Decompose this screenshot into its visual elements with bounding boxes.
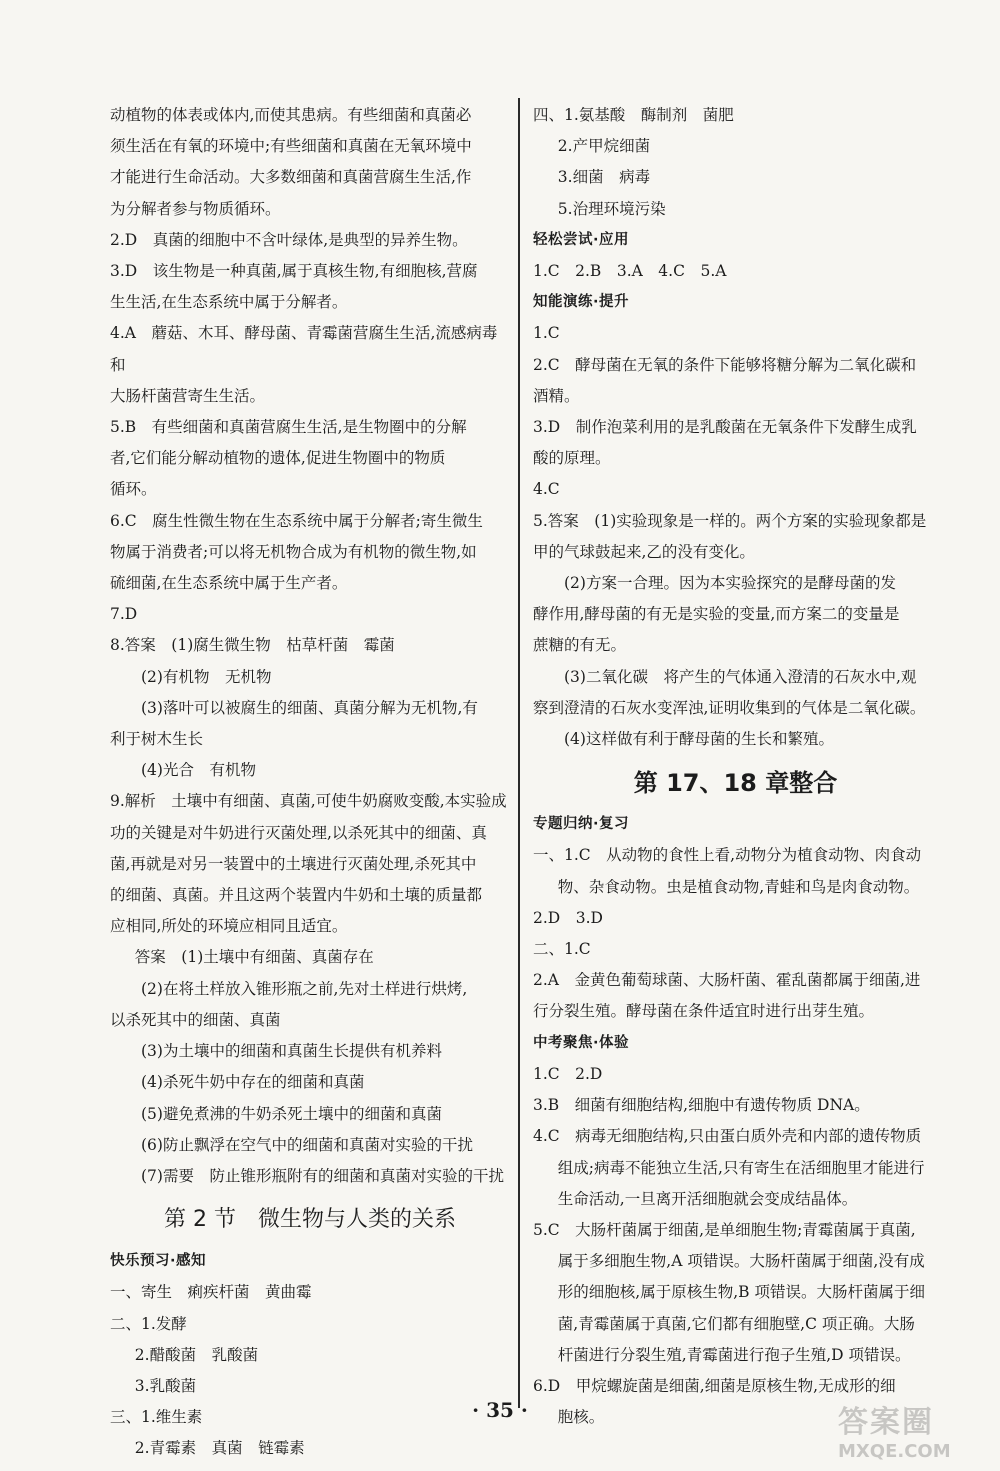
section-subheading: 专题归纳·复习 [533, 816, 630, 833]
answer-line: 循环。 [110, 480, 157, 499]
answer-line: 4.C [533, 480, 560, 499]
section-title: 第 17、18 章整合 [633, 769, 838, 798]
answer-line: 须生活在有氧的环境中;有些细菌和真菌在无氧环境中 [110, 137, 472, 156]
answer-line: (6)防止飘浮在空气中的细菌和真菌对实验的干扰 [141, 1135, 473, 1154]
answer-line: 利于树木生长 [110, 730, 204, 749]
left-column [110, 100, 510, 1465]
answer-line: 5.B 有些细菌和真菌营腐生生活,是生物圈中的分解 [110, 418, 467, 437]
answer-line: 1.C [533, 324, 560, 343]
answer-line: 大肠杆菌营寄生生活。 [110, 386, 266, 405]
answer-line: 动植物的体表或体内,而使其患病。有些细菌和真菌必 [110, 106, 472, 124]
answer-line: 7.D [110, 605, 138, 624]
answer-line: 二、1.C [533, 940, 591, 959]
answer-line: 菌,再就是对另一装置中的土壤进行灭菌处理,杀死其中 [110, 854, 477, 873]
answer-line: 生命活动,一旦离开活细胞就会变成结晶体。 [557, 1189, 858, 1208]
answer-line: 酒精。 [533, 386, 580, 405]
answer-line: 察到澄清的石灰水变浑浊,证明收集到的气体是二氧化碳。 [533, 698, 926, 717]
answer-line: 物、杂食动物。虫是植食动物,青蛙和鸟是肉食动物。 [557, 877, 920, 896]
answer-line: 一、寄生 痢疾杆菌 黄曲霉 [110, 1283, 312, 1302]
answer-line: 硫细菌,在生态系统中属于生产者。 [110, 574, 348, 593]
answer-line: 应相同,所处的环境应相同且适宜。 [110, 917, 348, 936]
answer-line: (4)光合 有机物 [141, 761, 256, 780]
answer-line: 3.D 制作泡菜利用的是乳酸菌在无氧条件下发酵生成乳 [533, 418, 917, 437]
answer-line: (7)需要 防止锥形瓶附有的细菌和真菌对实验的干扰 [141, 1166, 504, 1185]
watermark-url: MXQE.COM [838, 1441, 951, 1462]
answer-line: 2.D 3.D [533, 908, 603, 927]
answer-line: 胞核。 [557, 1408, 605, 1427]
answer-line: 8.答案 (1)腐生微生物 枯草杆菌 霉菌 [110, 636, 395, 655]
answer-line: (5)避免煮沸的牛奶杀死土壤中的细菌和真菌 [141, 1104, 442, 1123]
answer-line: 2.A 金黄色葡萄球菌、大肠杆菌、霍乱菌都属于细菌,进 [533, 971, 921, 990]
answer-line: 2.D 真菌的细胞中不含叶绿体,是典型的异养生物。 [110, 230, 468, 249]
answer-line: 以杀死其中的细菌、真菌 [110, 1010, 281, 1029]
answer-line: 2.产甲烷细菌 [557, 137, 651, 156]
answer-line: 6.D 甲烷螺旋菌是细菌,细菌是原核生物,无成形的细 [533, 1376, 896, 1395]
page-number: · 35 · [472, 1398, 528, 1422]
section-subheading: 中考聚焦·体验 [533, 1034, 630, 1051]
answer-line: 3.B 细菌有细胞结构,细胞中有遗传物质 DNA。 [533, 1096, 870, 1115]
answer-line: 2.青霉素 真菌 链霉素 [134, 1439, 305, 1458]
watermark-logo [838, 1397, 988, 1461]
answer-line: 酸的原理。 [533, 449, 611, 468]
answer-line: 3.细菌 病毒 [557, 168, 651, 187]
section-subheading: 知能演练·提升 [533, 294, 630, 311]
answer-line: 3.乳酸菌 [134, 1376, 197, 1395]
answer-line: 4.C 病毒无细胞结构,只由蛋白质外壳和内部的遗传物质 [533, 1127, 922, 1146]
answer-line: 三、1.维生素 [110, 1408, 203, 1427]
column-divider [518, 98, 520, 1408]
answer-line: (3)落叶可以被腐生的细菌、真菌分解为无机物,有 [141, 698, 478, 717]
answer-line: 菌,青霉菌属于真菌,它们都有细胞壁,C 项正确。大肠 [557, 1314, 915, 1333]
answer-line: (3)为土壤中的细菌和真菌生长提供有机养料 [141, 1042, 442, 1061]
answer-line: 者,它们能分解动植物的遗体,促进生物圈中的物质 [110, 449, 446, 468]
answer-line: 功的关键是对牛奶进行灭菌处理,以杀死其中的细菌、真 [110, 823, 487, 842]
answer-line: 属于多细胞生物,A 项错误。大肠杆菌属于细菌,没有成 [557, 1252, 925, 1271]
answer-line: (2)有机物 无机物 [141, 667, 272, 686]
answer-line: 5.治理环境污染 [557, 199, 666, 218]
watermark-logo-text: 答案圈 [838, 1405, 934, 1440]
answer-line: 行分裂生殖。酵母菌在条件适宜时进行出芽生殖。 [533, 1002, 875, 1021]
answer-line: 生生活,在生态系统中属于分解者。 [110, 293, 348, 312]
answer-line: 四、1.氨基酸 酶制剂 菌肥 [533, 106, 734, 124]
answer-line: 2.C 酵母菌在无氧的条件下能够将糖分解为二氧化碳和 [533, 355, 917, 374]
section-subheading: 轻松尝试·应用 [533, 231, 630, 248]
answer-line: (2)方案一合理。因为本实验探究的是酵母菌的发 [564, 574, 896, 593]
answer-line: 2.醋酸菌 乳酸菌 [134, 1345, 259, 1364]
answer-line: 酵作用,酵母菌的有无是实验的变量,而方案二的变量是 [533, 605, 900, 624]
right-column [533, 100, 938, 1433]
answer-line: 1.C 2.D [533, 1064, 603, 1083]
answer-line: 蔗糖的有无。 [533, 636, 627, 655]
answer-line: 为分解者参与物质循环。 [110, 199, 281, 218]
answer-line: 二、1.发酵 [110, 1314, 187, 1333]
answer-line: 组成;病毒不能独立生活,只有寄生在活细胞里才能进行 [557, 1158, 925, 1177]
section-subheading: 快乐预习·感知 [110, 1253, 207, 1270]
answer-line: 一、1.C 从动物的食性上看,动物分为植食动物、肉食动 [533, 846, 922, 865]
section-title: 第 2 节 微生物与人类的关系 [164, 1207, 456, 1233]
answer-line: 形的细胞核,属于原核生物,B 项错误。大肠杆菌属于细 [557, 1283, 925, 1302]
answer-line: (4)杀死牛奶中存在的细菌和真菌 [141, 1073, 365, 1092]
answer-line: 5.答案 (1)实验现象是一样的。两个方案的实验现象都是 [533, 511, 927, 530]
answer-line: (2)在将土样放入锥形瓶之前,先对土样进行烘烤, [141, 979, 468, 998]
answer-line: 1.C 2.B 3.A 4.C 5.A [533, 262, 727, 281]
answer-line: 6.C 腐生性微生物在生态系统中属于分解者;寄生微生 [110, 511, 483, 530]
answer-line: 答案 (1)土壤中有细菌、真菌存在 [134, 948, 374, 967]
answer-line: 3.D 该生物是一种真菌,属于真核生物,有细胞核,营腐 [110, 262, 478, 281]
answer-line: 甲的气球鼓起来,乙的没有变化。 [533, 542, 755, 561]
answer-line: (3)二氧化碳 将产生的气体通入澄清的石灰水中,观 [564, 667, 917, 686]
answer-line: 的细菌、真菌。并且这两个装置内牛奶和土壤的质量都 [110, 886, 483, 905]
answer-line: (4)这样做有利于酵母菌的生长和繁殖。 [564, 730, 834, 749]
answer-line: 4.A 蘑菇、木耳、酵母菌、青霉菌营腐生生活,流感病毒和 [110, 324, 498, 374]
answer-line: 才能进行生命活动。大多数细菌和真菌营腐生生活,作 [110, 168, 472, 187]
answer-line: 物属于消费者;可以将无机物合成为有机物的微生物,如 [110, 542, 477, 561]
answer-line: 5.C 大肠杆菌属于细菌,是单细胞生物;青霉菌属于真菌, [533, 1220, 916, 1239]
answer-line: 杆菌进行分裂生殖,青霉菌进行孢子生殖,D 项错误。 [557, 1345, 911, 1364]
answer-line: 9.解析 土壤中有细菌、真菌,可使牛奶腐败变酸,本实验成 [110, 792, 507, 811]
